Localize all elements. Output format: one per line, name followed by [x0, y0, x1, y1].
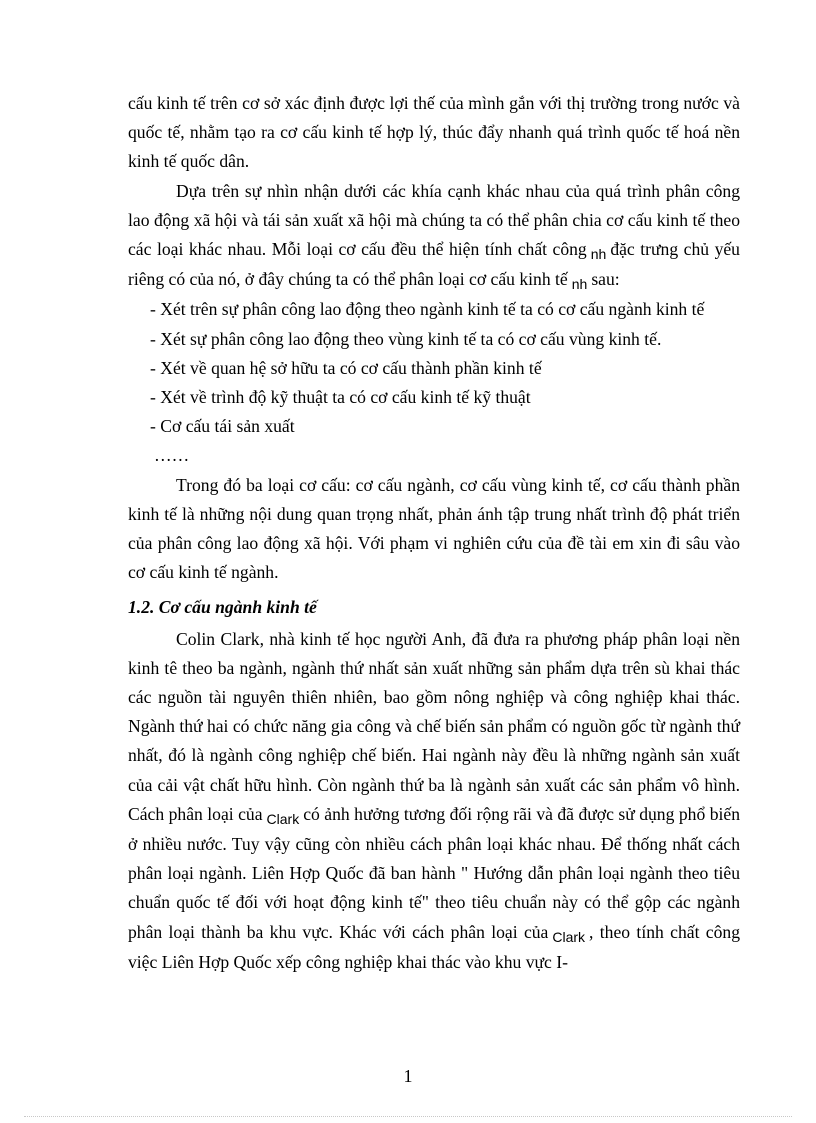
page-number: 1 — [403, 1066, 413, 1086]
paragraph-three-types — [128, 471, 740, 588]
subscript-text: Clark — [266, 810, 300, 827]
paragraph-continuation — [128, 89, 740, 177]
list-item: - Xét về quan hệ sở hữu ta có cơ cấu thành phần kinh tế — [150, 357, 542, 378]
subscript-text: Clark — [552, 928, 586, 945]
paragraph-text: , theo tính chất công việc Liên Hợp Quốc xếp công nghiệp khai thác vào khu vực I- — [128, 921, 741, 972]
subscript-text: nh — [571, 276, 588, 293]
list-item: - Xét sự phân công lao động theo vùng kinh tế ta có cơ cấu vùng kinh tế. — [150, 328, 662, 349]
paragraph-text: sau: — [591, 269, 620, 290]
list-item: - Xét trên sự phân công lao động theo ngành kinh tế ta có cơ cấu ngành kinh tế — [150, 299, 705, 320]
list-item: - Cơ cấu tái sản xuất — [150, 416, 295, 437]
page-bottom-border — [24, 1116, 792, 1117]
list-item: - Xét về trình độ kỹ thuật ta có cơ cấu kinh tế kỹ thuật — [150, 387, 531, 408]
paragraph-text: đặc trưng chủ yếu riêng có của nó, ở đây chúng ta có thể phân loại cơ cấu kinh tế — [128, 239, 740, 290]
paragraph-text: có ảnh hưởng tương đối rộng rãi và đã được sử dụng phổ biến ở nhiều nước. Tuy vậy cũng còn nhiều cách phân loại khác nhau. Để thống nhất cách phân loại ngành. Liên Hợp Quốc đã ban hành " Hướng dẫn phân loại ngành theo tiêu chuẩn quốc tế đối với hoạt động kinh tế" theo tiêu chuẩn này có thể gộp các ngành phân loại thành ba khu vực. Khác với cách phân loại của — [128, 803, 741, 942]
paragraph-text: Trong đó ba loại cơ cấu: cơ cấu ngành, cơ cấu vùng kinh tế, cơ cấu thành phần kinh tế là những nội dung quan trọng nhất, phản ánh tập trung nhất trình độ phát triển của phân công lao động xã hội. Với phạm vi nghiên cứu của đề tài em xin đi sâu vào cơ cấu kinh tế ngành. — [128, 474, 740, 583]
list-ellipsis: …… — [154, 445, 190, 466]
paragraph-text: Dựa trên sự nhìn nhận dưới các khía cạnh khác nhau của quá trình phân công lao động xã hội và tái sản xuất xã hội mà chúng ta có thể phân chia cơ cấu kinh tế theo các loại khác nhau. Mỗi loại cơ cấu đều thể hiện tính chất công — [128, 180, 740, 260]
subscript-text: nh — [590, 246, 607, 263]
paragraph-text: Colin Clark, nhà kinh tế học người Anh, đã đưa ra phương pháp phân loại nền kinh tê theo ba ngành, ngành thứ nhất sản xuất những sản phẩm dựa trên sù khai thác các nguồn tài nguyên thiên nhiên, bao gồm nông nghiệp và công nghiệp khai thác. Ngành thứ hai có chức năng gia công và chế biến sản phẩm có nguồn gốc từ ngành thứ nhất, đó là ngành công nghiệp chế biến. Hai ngành này đều là những ngành sản xuất của cải vật chất hữu hình. Còn ngành thứ ba là ngành sản xuất các sản phẩm vô hình. Cách phân loại của — [128, 628, 740, 824]
paragraph-classification-intro — [128, 177, 740, 296]
paragraph-continuation-text: cấu kinh tế trên cơ sở xác định được lợi thế của mình gắn với thị trường trong nước và quốc tế, nhằm tạo ra cơ cấu kinh tế hợp lý, thúc đẩy nhanh quá trình quốc tế hoá nền kinh tế quốc dân. — [128, 93, 740, 172]
page-body — [128, 89, 740, 977]
paragraph-clark — [128, 625, 740, 977]
section-heading: 1.2. Cơ cấu ngành kinh tế — [128, 597, 317, 618]
